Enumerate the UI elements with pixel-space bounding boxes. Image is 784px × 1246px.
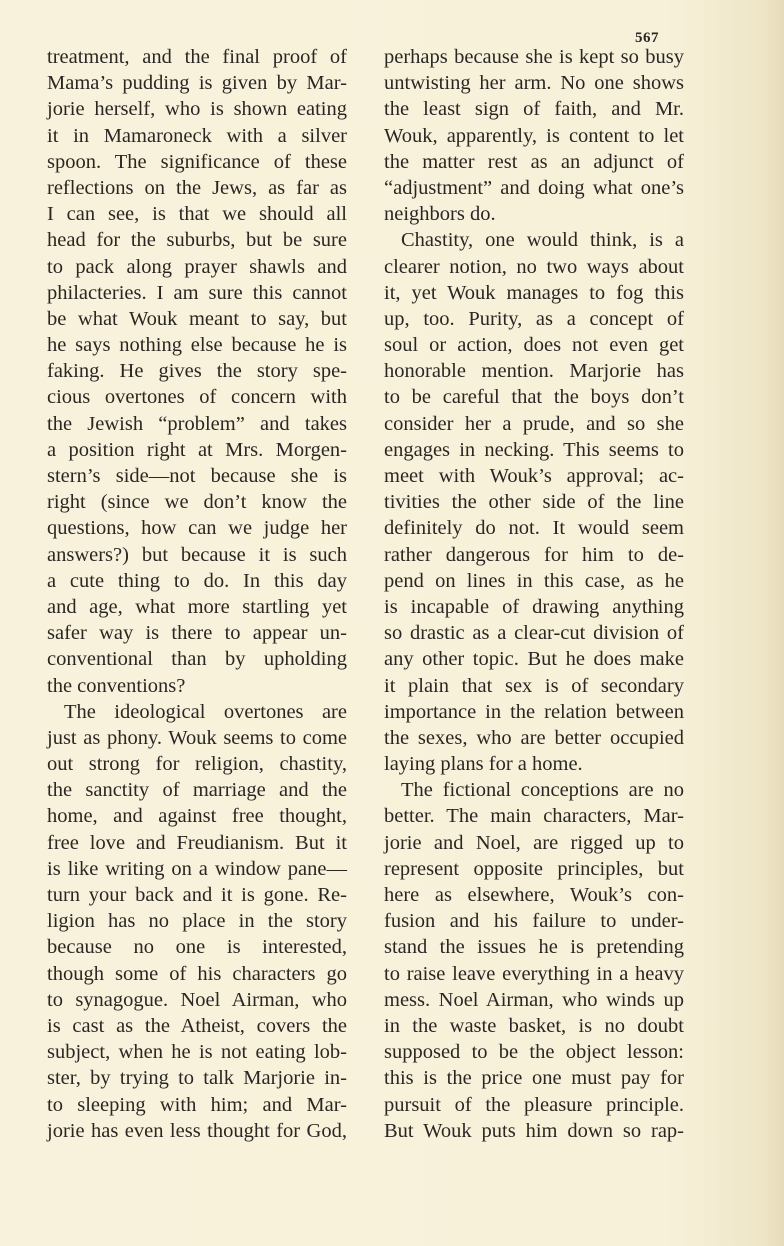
text-line: just as phony. Wouk seems to come	[47, 726, 347, 749]
text-line: the least sign of faith, and Mr.	[384, 98, 684, 121]
text-line: to pack along prayer shawls and	[47, 255, 347, 278]
text-line: out strong for religion, chastity,	[47, 753, 347, 776]
text-line: The ideological overtones are	[64, 700, 347, 723]
text-line: right (since we don’t know the	[47, 491, 347, 514]
text-line: the sanctity of marriage and the	[47, 779, 347, 802]
text-line: be what Wouk meant to say, but	[47, 307, 347, 330]
text-line: head for the suburbs, but be sure	[47, 229, 347, 252]
text-line: I can see, is that we should all	[47, 203, 347, 226]
text-line: it in Mamaroneck with a silver	[47, 124, 347, 147]
text-line: “adjustment” and doing what one’s	[384, 176, 684, 199]
text-line: Chastity, one would think, is a	[401, 229, 684, 252]
text-line: fusion and his failure to under-	[384, 910, 684, 933]
text-line: it, yet Wouk manages to fog this	[384, 281, 684, 304]
text-line: it plain that sex is of secondary	[384, 674, 684, 697]
text-line: the conventions?	[47, 674, 186, 697]
text-line: here as elsewhere, Wouk’s con-	[384, 884, 684, 906]
text-line: But Wouk puts him down so rap-	[384, 1119, 684, 1142]
text-line: Wouk, apparently, is content to let	[384, 124, 684, 147]
text-line: in the waste basket, is no doubt	[384, 1014, 684, 1037]
text-line: is like writing on a window pane—	[47, 857, 347, 880]
text-line: honorable mention. Marjorie has	[384, 360, 684, 383]
text-line: any other topic. But he does make	[384, 648, 684, 671]
text-line: though some of his characters go	[47, 962, 347, 985]
text-line: spoon. The significance of these	[47, 150, 347, 173]
text-line: conventional than by upholding	[47, 648, 347, 671]
text-line: up, too. Purity, as a concept of	[384, 307, 684, 330]
text-line: tivities the other side of the line	[384, 491, 684, 514]
text-line: definitely do not. It would seem	[384, 517, 684, 540]
text-line: consider her a prude, and so she	[384, 412, 684, 435]
text-line: laying plans for a home.	[384, 753, 583, 776]
text-line: better. The main characters, Mar-	[384, 805, 684, 828]
text-line: stand the issues he is pretending	[384, 936, 684, 959]
text-line: stern’s side—not because she is	[47, 465, 347, 487]
text-line: rather dangerous for him to de-	[384, 543, 684, 566]
text-line: perhaps because she is kept so busy	[384, 46, 684, 68]
right-column	[384, 44, 684, 1144]
text-line: so drastic as a clear-cut division of	[384, 622, 684, 645]
text-line: is incapable of drawing anything	[384, 595, 684, 618]
text-line: subject, when he is not eating lob-	[47, 1041, 347, 1064]
text-line: pend on lines in this case, as he	[384, 569, 684, 592]
text-line: to synagogue. Noel Airman, who	[47, 988, 347, 1011]
text-line: and age, what more startling yet	[47, 595, 347, 618]
text-line: questions, how can we judge her	[47, 517, 347, 540]
text-line: the Jewish “problem” and takes	[47, 412, 347, 435]
text-line: meet with Wouk’s approval; ac-	[384, 465, 684, 487]
text-line: a cute thing to do. In this day	[47, 569, 347, 592]
text-line: untwisting her arm. No one shows	[384, 72, 684, 95]
text-line: faking. He gives the story spe-	[47, 360, 347, 383]
page-number: 567	[635, 30, 659, 46]
text-line: ster, by trying to talk Marjorie in-	[47, 1067, 347, 1090]
text-line: represent opposite principles, but	[384, 857, 684, 880]
text-line: because no one is interested,	[47, 936, 347, 959]
text-line: Mama’s pudding is given by Mar-	[47, 72, 347, 95]
text-line: answers?) but because it is such	[47, 543, 347, 566]
text-line: free love and Freudianism. But it	[47, 831, 347, 854]
text-line: to sleeping with him; and Mar-	[47, 1093, 347, 1116]
text-line: jorie herself, who is shown eating	[47, 98, 347, 121]
text-line: The fictional conceptions are no	[401, 779, 684, 802]
text-line: the matter rest as an adjunct of	[384, 150, 684, 173]
text-line: jorie and Noel, are rigged up to	[384, 831, 684, 854]
text-line: a position right at Mrs. Morgen-	[47, 438, 347, 461]
text-line: pursuit of the pleasure principle.	[384, 1093, 684, 1116]
text-line: ligion has no place in the story	[47, 910, 347, 933]
text-line: cious overtones of concern with	[47, 386, 347, 409]
text-line: soul or action, does not even get	[384, 334, 684, 357]
text-line: engages in necking. This seems to	[384, 438, 684, 461]
text-line: treatment, and the final proof of	[47, 46, 347, 68]
text-line: this is the price one must pay for	[384, 1067, 684, 1090]
text-line: mess. Noel Airman, who winds up	[384, 988, 684, 1011]
text-line: supposed to be the object lesson:	[384, 1041, 684, 1064]
text-line: turn your back and it is gone. Re-	[47, 884, 347, 906]
text-line: reflections on the Jews, as far as	[47, 176, 347, 199]
text-line: home, and against free thought,	[47, 805, 347, 828]
text-line: is cast as the Atheist, covers the	[47, 1014, 347, 1037]
text-line: to raise leave everything in a heavy	[384, 962, 684, 985]
text-line: he says nothing else because he is	[47, 334, 347, 357]
text-line: importance in the relation between	[384, 700, 684, 723]
text-line: neighbors do.	[384, 203, 496, 226]
left-column	[47, 44, 347, 1144]
text-line: to be careful that the boys don’t	[384, 386, 684, 409]
text-line: jorie has even less thought for God,	[47, 1119, 347, 1142]
text-line: philacteries. I am sure this cannot	[47, 281, 347, 304]
text-line: clearer notion, no two ways about	[384, 255, 684, 278]
text-line: the sexes, who are better occupied	[384, 726, 684, 749]
text-line: safer way is there to appear un-	[47, 622, 347, 645]
